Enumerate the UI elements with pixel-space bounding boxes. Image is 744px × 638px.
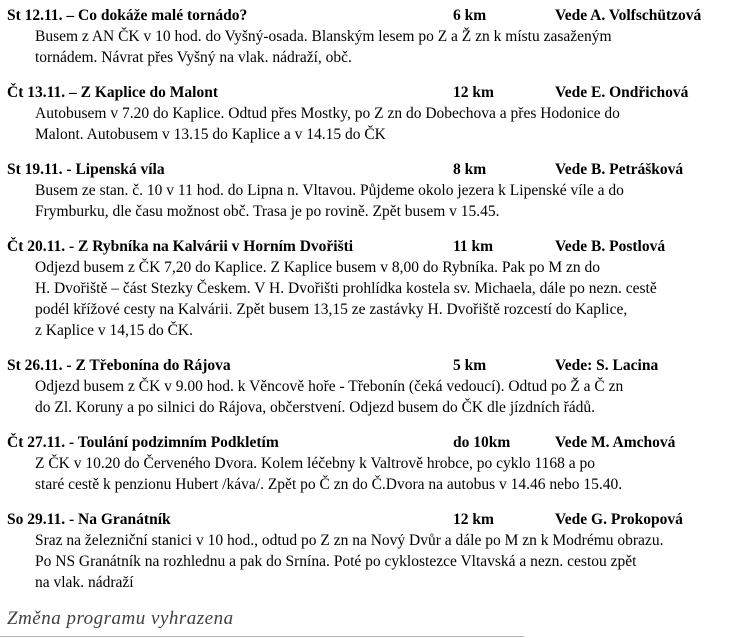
- entry-leader: Vede: S. Lacina: [555, 357, 659, 374]
- entry-body: [7, 376, 740, 418]
- schedule-list: [7, 5, 740, 593]
- footer-note: Změna programu vyhrazena: [7, 608, 234, 629]
- entry-body-line: Malont. Autobusem v 13.15 do Kaplice a v 14.15 do ČK: [35, 126, 386, 143]
- entry-distance: 12 km: [453, 511, 494, 528]
- entry-day-title: Čt 27.11. - Toulání podzimním Podkletím: [7, 434, 279, 451]
- entry-day-title: St 12.11. – Co dokáže malé tornádo?: [7, 7, 248, 24]
- entry-body-line: H. Dvořiště – část Stezky Českem. V H. Dvořišti prohlídka kostela sv. Michaela, dále po nezn. cestě: [35, 280, 657, 297]
- entry-leader: Vede A. Volfschützová: [555, 7, 702, 24]
- entry-body-line: tornádem. Návrat přes Vyšný na vlak. nádraží, obč.: [35, 49, 352, 66]
- entry-body-line: Po NS Granátník na rozhlednu a pak do Srnína. Poté po cyklostezce Vltavská a nezn. cestou zpět: [35, 553, 637, 570]
- entry-header-row: [7, 82, 740, 103]
- schedule-entry: [7, 432, 740, 495]
- entry-body-line: podél křížové cesty na Kalvárii. Zpět busem 13,15 ze zastávky H. Dvořiště rozcestí do Kaplice,: [35, 301, 628, 318]
- entry-leader: Vede B. Petrášková: [555, 161, 684, 178]
- entry-leader: Vede M. Amchová: [555, 434, 676, 451]
- entry-day-title: So 29.11. - Na Granátník: [7, 511, 171, 528]
- entry-body-line: Autobusem v 7.20 do Kaplice. Odtud přes Mostky, po Z zn do Dobechova a přes Hodonice do: [35, 105, 620, 122]
- schedule-entry: [7, 159, 740, 222]
- entry-body: [7, 257, 740, 341]
- entry-day-title: St 19.11. - Lipenská víla: [7, 161, 165, 178]
- entry-body-line: na vlak. nádraží: [35, 574, 134, 591]
- entry-header-row: [7, 355, 740, 376]
- entry-body-line: Z ČK v 10.20 do Červeného Dvora. Kolem léčebny k Valtrově hrobce, po cyklo 1168 a po: [35, 455, 596, 472]
- entry-body: [7, 103, 740, 145]
- entry-distance: do 10km: [453, 434, 511, 451]
- entry-day-title: St 26.11. - Z Třebonína do Rájova: [7, 357, 231, 374]
- schedule-entry: [7, 509, 740, 593]
- entry-body-line: do Zl. Koruny a po silnici do Rájova, občerstvení. Odjezd busem do ČK dle jízdních řádů.: [35, 399, 596, 416]
- entry-body: [7, 26, 740, 68]
- entry-body: [7, 453, 740, 495]
- entry-body: [7, 530, 740, 593]
- entry-header-row: [7, 159, 740, 180]
- entry-header-row: [7, 236, 740, 257]
- entry-body-line: Frymburku, dle času možnost obč. Trasa je po rovině. Zpět busem v 15.45.: [35, 203, 500, 220]
- entry-leader: Vede G. Prokopová: [555, 511, 683, 528]
- entry-body-line: Busem ze stan. č. 10 v 11 hod. do Lipna n. Vltavou. Půjdeme okolo jezera k Lipenské víle a do: [35, 182, 624, 199]
- entry-day-title: Čt 13.11. – Z Kaplice do Malont: [7, 84, 218, 101]
- schedule-entry: [7, 355, 740, 418]
- entry-body-line: Odjezd busem z ČK 7,20 do Kaplice. Z Kaplice busem v 8,00 do Rybníka. Pak po M zn do: [35, 259, 601, 276]
- schedule-entry: [7, 82, 740, 145]
- schedule-entry: [7, 236, 740, 341]
- entry-header-row: [7, 432, 740, 453]
- entry-distance: 8 km: [453, 161, 487, 178]
- entry-leader: Vede B. Postlová: [555, 238, 666, 255]
- entry-day-title: Čt 20.11. - Z Rybníka na Kalvárii v Horním Dvořišti: [7, 238, 354, 255]
- bottom-cutoff-line: [0, 636, 524, 637]
- entry-body: [7, 180, 740, 222]
- entry-body-line: Sraz na železniční stanici v 10 hod., odtud po Z zn na Nový Dvůr a dále po M zn k Modrému obrazu.: [35, 532, 664, 549]
- entry-body-line: Busem z AN ČK v 10 hod. do Vyšný-osada. Blanským lesem po Z a Ž zn k místu zasaženým: [35, 28, 612, 45]
- entry-header-row: [7, 509, 740, 530]
- entry-leader: Vede E. Ondřichová: [555, 84, 689, 101]
- entry-distance: 12 km: [453, 84, 494, 101]
- entry-body-line: staré cestě k penzionu Hubert /káva/. Zpět po Č zn do Č.Dvora na autobus v 14.46 nebo 15.40.: [35, 476, 623, 493]
- entry-distance: 11 km: [453, 238, 494, 255]
- entry-distance: 6 km: [453, 7, 487, 24]
- entry-header-row: [7, 5, 740, 26]
- schedule-entry: [7, 5, 740, 68]
- entry-distance: 5 km: [453, 357, 487, 374]
- entry-body-line: Odjezd busem z ČK v 9.00 hod. k Věncově hoře - Třebonín (čeká vedoucí). Odtud po Ž a Č zn: [35, 378, 624, 395]
- entry-body-line: z Kaplice v 14,15 do ČK.: [35, 322, 193, 339]
